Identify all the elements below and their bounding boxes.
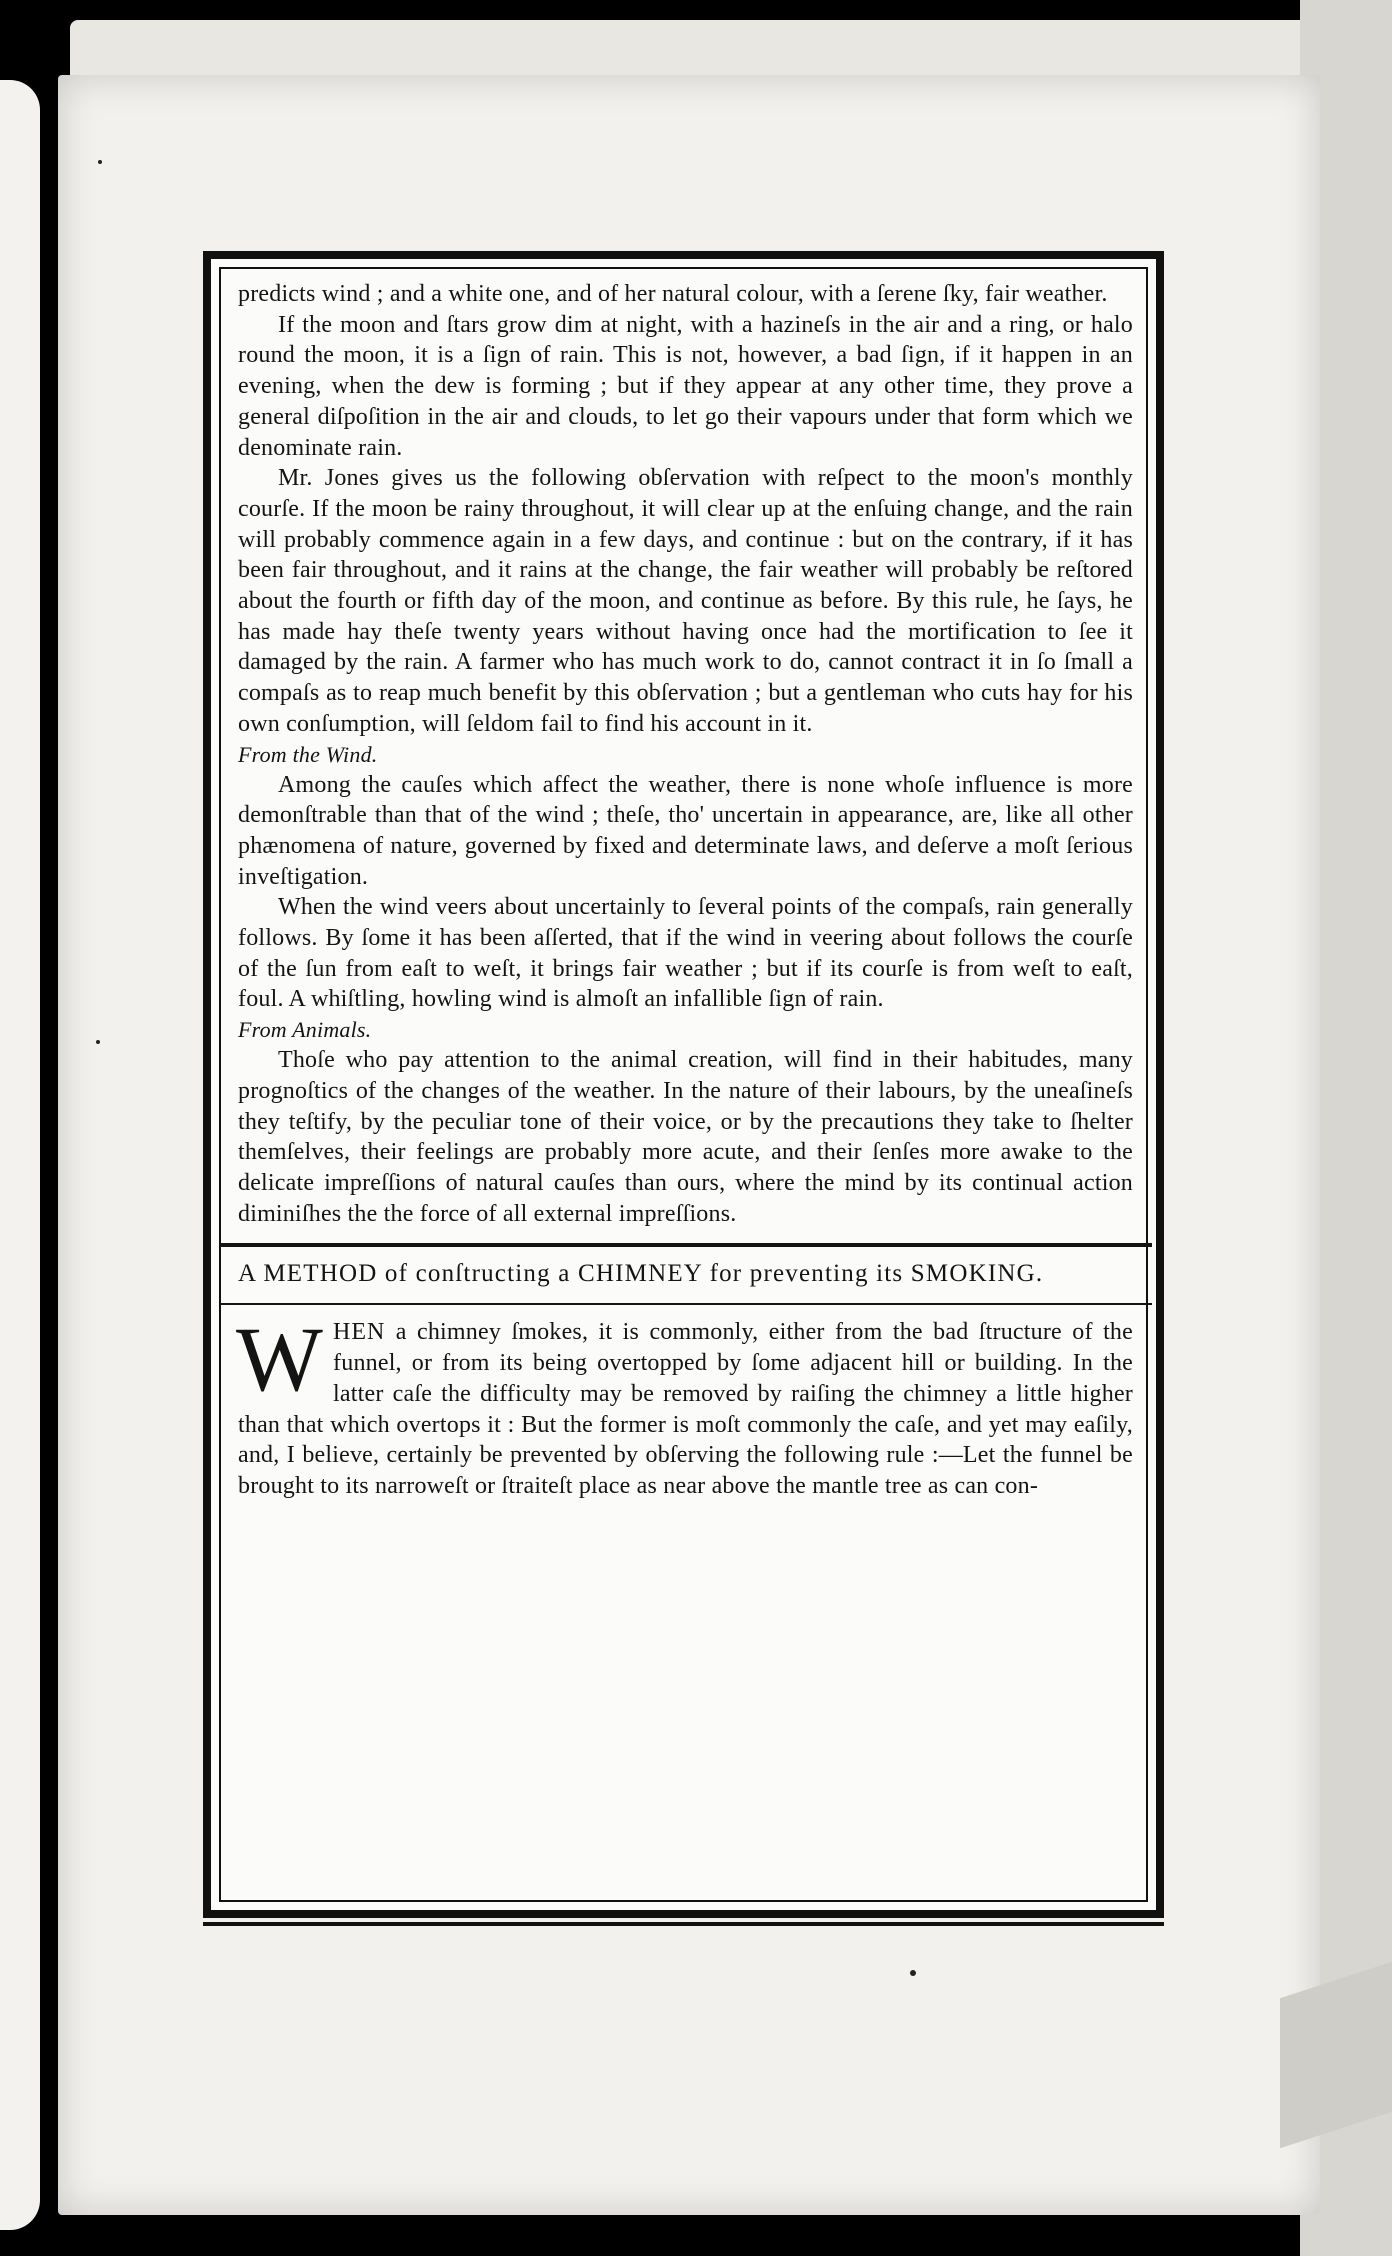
paragraph: Among the cauſes which affect the weather, there is none whoſe influence is more demonſtrable than that of the wind ; theſe, tho' uncertain in appearance, are, like all other phænomena of nature, governed by fixed and determinate laws, and deſerve a moſt ſerious inveſtigation.: [238, 771, 1133, 890]
printed-border-frame: [203, 251, 1164, 1918]
paragraph: When the wind veers about uncertainly to ſeveral points of the compaſs, rain generally follows. By ſome it has been aſſerted, that if the wind in veering about follows the courſe of the ſun from eaſt to weſt, it brings fair weather ; but if its courſe is from weſt to eaſt, foul. A whiſtling, howling wind is almoſt an infallible ſign of rain.: [238, 894, 1133, 1013]
bottom-rule: [203, 1922, 1164, 1926]
paragraph: If the moon and ſtars grow dim at night, with a hazineſs in the air and a ring, or halo round the moon, it is a ſign of rain. This is not, however, a bad ſign, if it happen in an evening, when the dew is forming ; but if they appear at any other time, they prove a general diſpoſition in the air and clouds, to let go their vapours under that form which we denominate rain.: [238, 311, 1133, 461]
paragraph: Mr. Jones gives us the following obſervation with reſpect to the moon's monthly courſe. If the moon be rainy throughout, it will clear up at the enſuing change, and the rain will probably commence again in a few days, and continue : but on the contrary, if it has been fair throughout, and it rains at the change, the fair weather will probably be reſtored about the fourth or fifth day of the moon, and continue as before. By this rule, he ſays, he has made hay theſe twenty years without having once had the mortification to ſee it damaged by the rain. A farmer who has much work to do, cannot contract it in ſo ſmall a compaſs as to reap much benefit by this obſervation ; but a gentleman who cuts hay for his own conſumption, will ſeldom fail to find his account in it.: [238, 465, 1133, 737]
drop-cap: W: [236, 1308, 324, 1411]
facing-page-edge: [0, 80, 40, 2230]
section-heading-animals: From Animals.: [238, 1017, 372, 1043]
text-column: [238, 279, 1133, 1502]
section-heading-wind: From the Wind.: [238, 741, 378, 767]
divider-rule: [219, 1243, 1152, 1247]
ink-speck: [910, 1970, 916, 1976]
article-body: [236, 1308, 1133, 1501]
divider-rule-thin: [219, 1303, 1152, 1305]
ink-speck: [98, 160, 102, 164]
ink-speck: [96, 1040, 100, 1044]
article-title: A METHOD of conſtructing a CHIMNEY for preventing its SMOKING.: [238, 1260, 1044, 1288]
lead-word: HEN: [333, 1319, 386, 1346]
paragraph: Thoſe who pay attention to the animal creation, will find in their habitudes, many prognoſtics of the changes of the weather. In the nature of their labours, by the uneaſineſs they teſtify, by the peculiar tone of their voice, or by the precautions they take to ſhelter themſelves, their feelings are probably more acute, and their ſenſes more awake to the delicate impreſſions of natural cauſes than ours, where the mind by its continual action diminiſhes the the force of all external impreſſions.: [238, 1047, 1133, 1227]
body-text: a chimney ſmokes, it is commonly, either from the bad ſtructure of the funnel, or from its being overtopped by ſome adjacent hill or building. In the latter caſe the difficulty may be removed by raiſing the chimney a little higher than that which overtops it : But the former is moſt commonly the caſe, and yet may eaſily, and, I believe, certainly be prevented by obſerving the following rule :—Let the funnel be brought to its narroweſt or ſtraiteſt place as near above the mantle tree as can con-: [238, 1319, 1133, 1499]
paragraph: predicts wind ; and a white one, and of her natural colour, with a ſerene ſky, fair weather.: [238, 281, 1108, 307]
